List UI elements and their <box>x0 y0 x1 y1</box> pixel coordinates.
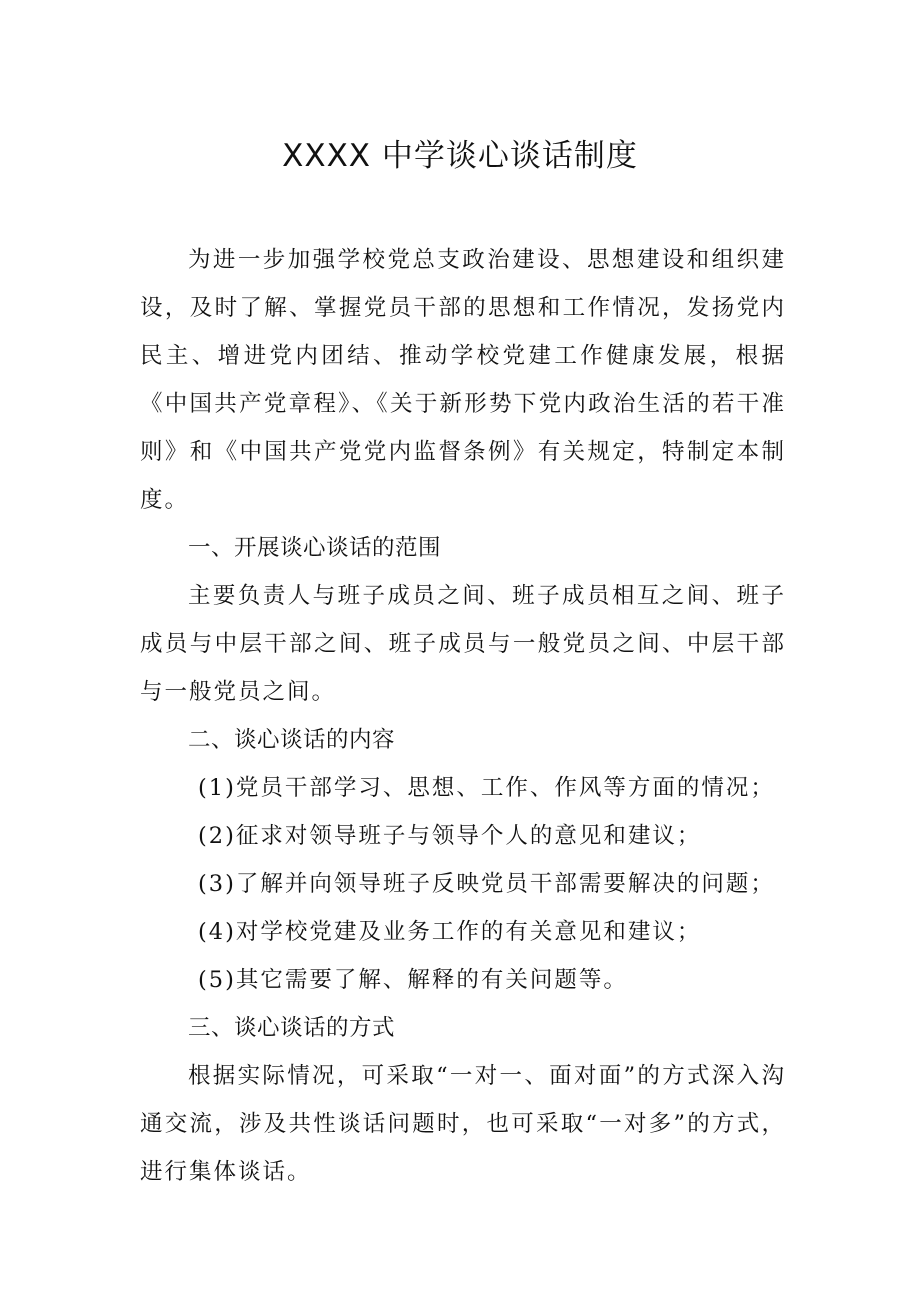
section-3-paragraph: 根据实际情况，可采取“一对一、面对面”的方式深入沟通交流，涉及共性谈话问题时，也可采取“一对多”的方式，进行集体谈话。 <box>140 1063 786 1185</box>
section-2-heading: 二、谈心谈话的内容 <box>188 727 396 753</box>
section-1-heading: 一、开展谈心谈话的范围 <box>188 535 442 561</box>
list-item: (5)其它需要了解、解释的有关问题等。 <box>198 967 628 993</box>
list-item: (2)征求对领导班子与领导个人的意见和建议； <box>198 823 702 849</box>
list-item: (1)党员干部学习、思想、工作、作风等方面的情况； <box>198 775 775 801</box>
section-2-list <box>140 764 786 1004</box>
section-1-paragraph: 主要负责人与班子成员之间、班子成员相互之间、班子成员与中层干部之间、班子成员与一般党员之间、中层干部与一般党员之间。 <box>140 583 786 705</box>
list-item: (4)对学校党建及业务工作的有关意见和建议； <box>198 919 702 945</box>
intro-paragraph: 为进一步加强学校党总支政治建设、思想建设和组织建设，及时了解、掌握党员干部的思想和工作情况，发扬党内民主、增进党内团结、推动学校党建工作健康发展，根据《中国共产党章程》、《关于新形势下党内政治生活的若干准则》和《中国共产党党内监督条例》有关规定，特制定本制度。 <box>140 247 786 513</box>
document-body <box>140 236 786 1196</box>
section-3-heading: 三、谈心谈话的方式 <box>188 1015 396 1041</box>
document-title: XXXX 中学谈心谈话制度 <box>282 138 638 174</box>
list-item: (3)了解并向领导班子反映党员干部需要解决的问题； <box>198 871 775 897</box>
